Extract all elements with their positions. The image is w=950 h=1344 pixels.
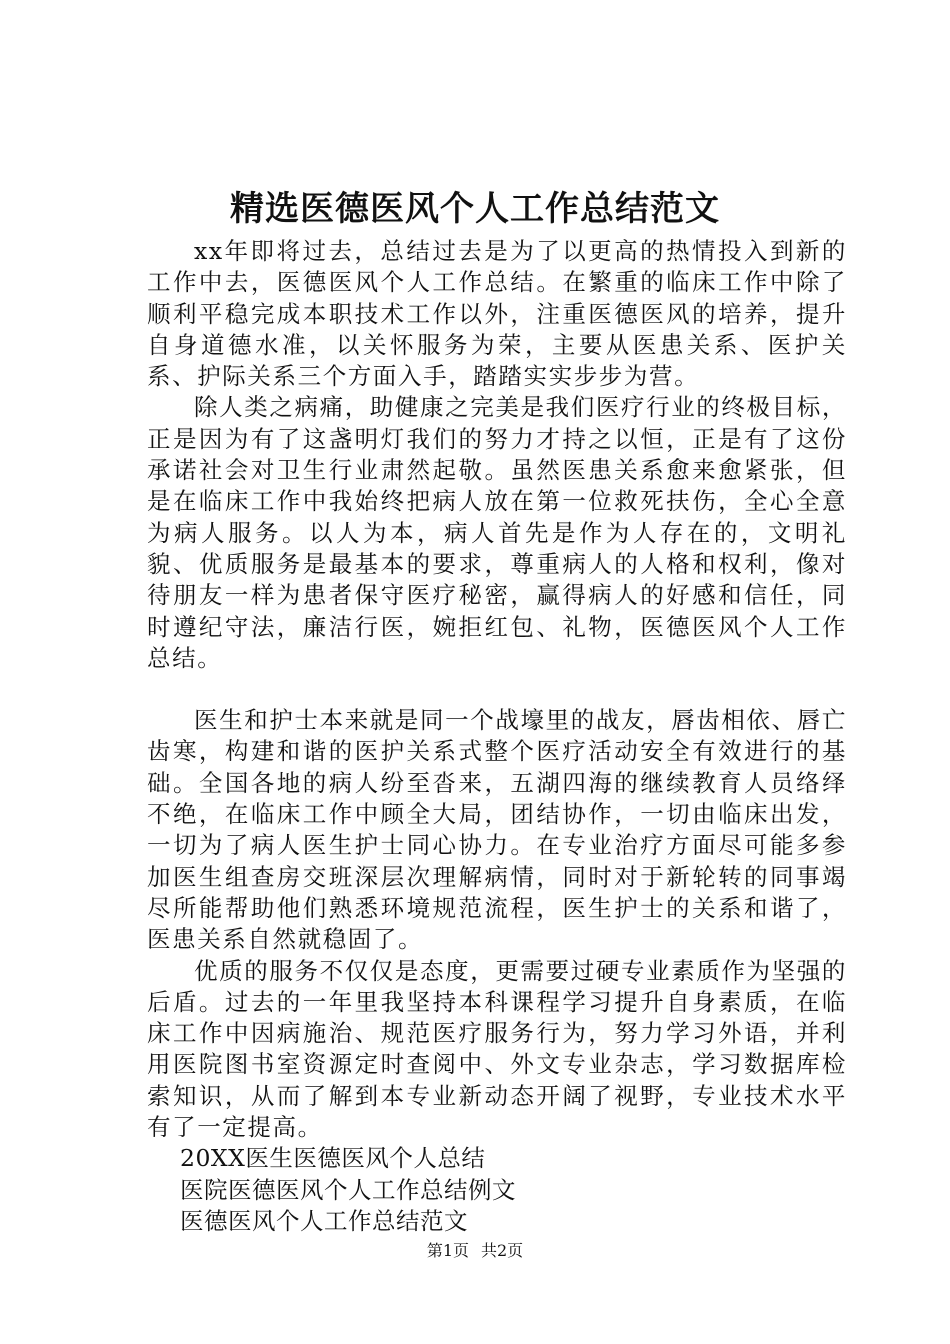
paragraph-doctor-nurse: 医生和护士本来就是同一个战壕里的战友，唇齿相依、唇亡齿寒，构建和谐的医护关系式整个医疗活动安全有效进行的基础。全国各地的病人纷至沓来，五湖四海的继续教育人员络绎不绝，在临床工作中顾全大局，团结协作，一切由临床出发，一切为了病人医生护士同心协力。在专业治疗方面尽可能多参加医生组查房交班深层次理解病情，同时对于新轮转的同事竭尽所能帮助他们熟悉环境规范流程，医生护士的关系和谐了，医患关系自然就稳固了。 xyxy=(147,706,847,954)
related-link-1[interactable]: 20XX医生医德医风个人总结 xyxy=(180,1144,486,1173)
page-total: 共2页 xyxy=(481,1241,524,1260)
paragraph-intro: xx年即将过去，总结过去是为了以更高的热情投入到新的工作中去，医德医风个人工作总结。在繁重的临床工作中除了顺利平稳完成本职技术工作以外，注重医德医风的培养，提升自身道德水准，以关怀服务为荣，主要从医患关系、医护关系、护际关系三个方面入手，踏踏实实步步为营。 xyxy=(147,237,847,391)
page-number: 第1页 xyxy=(426,1241,469,1260)
page-footer xyxy=(0,1240,950,1262)
related-link-2[interactable]: 医院医德医风个人工作总结例文 xyxy=(180,1175,516,1204)
related-link-3[interactable]: 医德医风个人工作总结范文 xyxy=(180,1206,468,1235)
paragraph-doctor-patient: 除人类之病痛，助健康之完美是我们医疗行业的终极目标，正是因为有了这盏明灯我们的努力才持之以恒，正是有了这份承诺社会对卫生行业肃然起敬。虽然医患关系愈来愈紧张，但是在临床工作中我始终把病人放在第一位救死扶伤，全心全意为病人服务。以人为本，病人首先是作为人存在的，文明礼貌、优质服务是最基本的要求，尊重病人的人格和权利，像对待朋友一样为患者保守医疗秘密，赢得病人的好感和信任，同时遵纪守法，廉洁行医，婉拒红包、礼物，医德医风个人工作总结。 xyxy=(147,393,847,672)
document-body xyxy=(147,236,847,1237)
paragraph-professional-quality: 优质的服务不仅仅是态度，更需要过硬专业素质作为坚强的后盾。过去的一年里我坚持本科课程学习提升自身素质，在临床工作中因病施治、规范医疗服务行为，努力学习外语，并利用医院图书室资源定时查阅中、外文专业杂志，学习数据库检索知识，从而了解到本专业新动态开阔了视野，专业技术水平有了一定提高。 xyxy=(147,956,847,1142)
document-title: 精选医德医风个人工作总结范文 xyxy=(230,189,720,229)
